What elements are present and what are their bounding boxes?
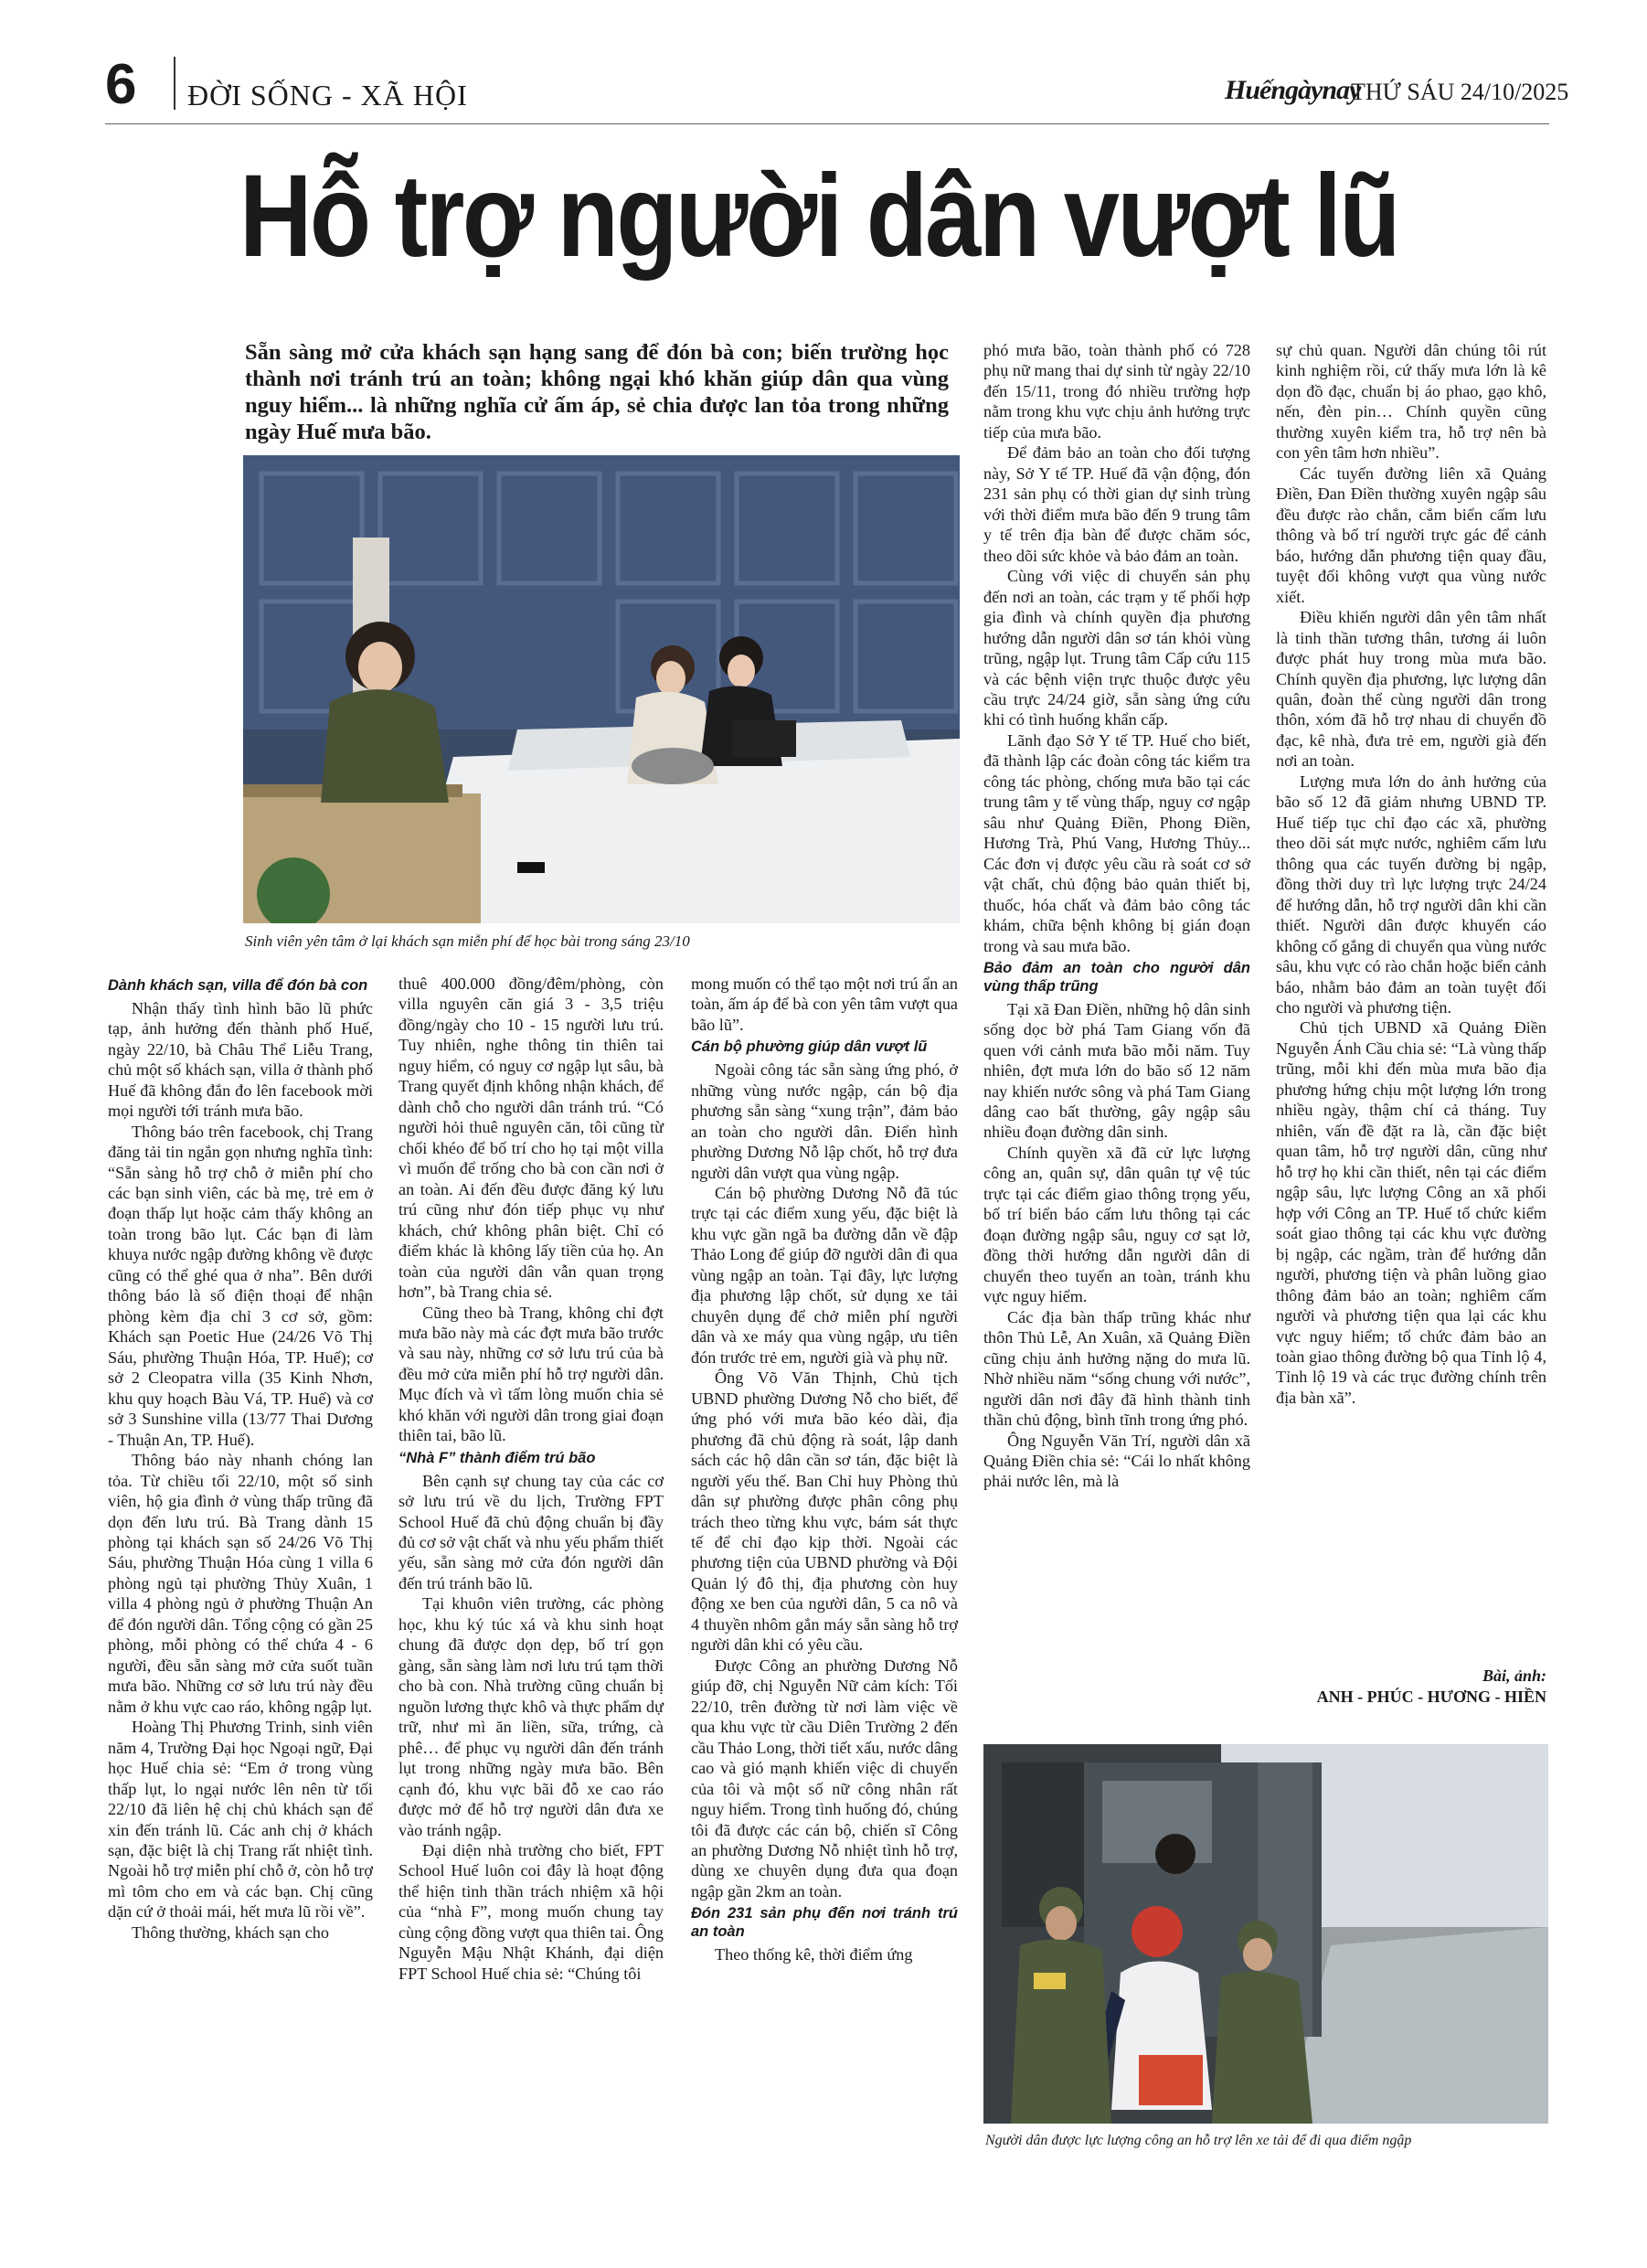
- paragraph: Điều khiến người dân yên tâm nhất là tinh thần tương thân, tương ái luôn được phát huy trong mùa mưa bão. Chính quyền địa phương, lực lượng dân quân, đoàn thể cùng người dân trong thôn, xóm đã hỗ trợ nhau di chuyển đồ đạc, kê nhà, đưa trẻ em, người già đến nơi an toàn.: [1276, 608, 1546, 771]
- article-column-4: [983, 340, 1250, 1492]
- photo1-caption: Sinh viên yên tâm ở lại khách sạn miễn phí để học bài trong sáng 23/10: [245, 932, 690, 950]
- paragraph: Bên cạnh sự chung tay của các cơ sở lưu trú về du lịch, Trường FPT School Huế đã chủ động chuẩn bị đầy đủ cơ sở vật chất và nhu yếu phẩm thiết yếu, sẵn sàng mở cửa đón người dân đến trú tránh bão lũ.: [398, 1471, 664, 1592]
- article-column-2: [398, 974, 664, 1984]
- paragraph: Hoàng Thị Phương Trinh, sinh viên năm 4, Trường Đại học Ngoại ngữ, Đại học Huế chia sẻ: “Em ở trong vùng thấp lụt, lo ngại nước lên nên từ tối 22/10 đã liên hệ chị chủ khách sạn để xin đến tránh lũ. Các anh chị ở khách sạn, đặc biệt là chị Trang rất nhiệt tình. Ngoài hỗ trợ miễn phí chỗ ở, còn hỗ trợ mì tôm cho em và các bạn. Chị cũng dặn cứ ở thoải mái, hết mưa lũ rồi về”.: [108, 1718, 373, 1922]
- paragraph: Tại xã Đan Điền, những hộ dân sinh sống dọc bờ phá Tam Giang vốn đã quen với cảnh mưa bão mỗi năm. Tuy nhiên, đợt mưa lớn do bão số 12 năm nay khiến nước sông và phá Tam Giang dâng cao bất thường, gây ngập sâu nhiều đoạn đường dân sinh.: [983, 999, 1250, 1142]
- photo-police-truck-illustration: [983, 1744, 1548, 2124]
- paragraph: Lãnh đạo Sở Y tế TP. Huế cho biết, đã thành lập các đoàn công tác kiểm tra công tác phòng, chống mưa bão tại các trung tâm y tế vùng thấp, nguy cơ ngập sâu như Quảng Điền, Phong Điền, Hương Trà, Phú Vang, Hương Thủy... Các đơn vị được yêu cầu rà soát cơ sở vật chất, chủ động bảo quản thiết bị, thuốc, hóa chất và đảm bảo công tác khám, chữa bệnh không bị gián đoạn trong và sau mưa bão.: [983, 730, 1250, 955]
- paragraph: phó mưa bão, toàn thành phố có 728 phụ nữ mang thai dự sinh từ ngày 22/10 đến 15/11, trong đó nhiều trường hợp nằm trong khu vực chịu ảnh hưởng trực tiếp của mưa bão.: [983, 341, 1250, 442]
- byline-label: Bài, ảnh:: [1482, 1666, 1546, 1685]
- photo2-caption: Người dân được lực lượng công an hỗ trợ lên xe tải để đi qua điểm ngập: [985, 2133, 1412, 2148]
- page-number: 6: [105, 53, 137, 116]
- publication-logo: Huếngàynay: [1225, 75, 1361, 105]
- paragraph: Ông Nguyễn Văn Trí, người dân xã Quảng Điền chia sẻ: “Cái lo nhất không phải nước lên, mà là: [983, 1431, 1250, 1491]
- byline-names: ANH - PHÚC - HƯƠNG - HIỀN: [1316, 1687, 1546, 1706]
- paragraph: Chủ tịch UBND xã Quảng Điền Nguyễn Ánh Cầu chia sẻ: “Là vùng thấp trũng, mỗi khi đến mùa mưa bão địa phương hứng chịu một lượng lớn trong nhiều ngày, thậm chí cả tháng. Tuy nhiên, vấn đề đặt ra là, cần đặc biệt quan tâm, hỗ trợ người dân, cũng như hỗ trợ họ khi cần thiết, nên tại các điểm ngập sâu, lực lượng Công an xã phối hợp với Công an TP. Huế tổ chức kiểm soát giao thông tại các khu vực đường bị ngập, các ngầm, tràn để hướng dẫn người, phương tiện và phân luồng giao thông đảm bảo an toàn; nghiêm cấm người và phương tiện qua lại các khu vực nguy hiểm; tổ chức đảm bảo an toàn giao thông đường bộ qua Tỉnh lộ 4, Tỉnh lộ 19 và các trục đường chính trên địa bàn xã”.: [1276, 1018, 1546, 1407]
- byline: [1276, 1666, 1546, 1707]
- header-rule: [105, 123, 1549, 124]
- paragraph: thuê 400.000 đồng/đêm/phòng, còn villa nguyên căn giá 3 - 3,5 triệu đồng/ngày cho 10 - 15 người lưu trú. Tuy nhiên, nghe thông tin thiên tai nguy hiểm, có nguy cơ ngập lụt sâu, bà Trang quyết định không nhận khách, để dành chỗ cho người dân tránh trú. “Có người hỏi thuê nguyên căn, tôi cũng từ chối khéo để bố trí cho họ tại một villa vì muốn để trống cho bà con cần nơi ở an toàn. Ai đến đều được đăng ký lưu trú cũng như đón tiếp phục vụ như khách, chứ không phân biệt. Chỉ có điểm khác là không lấy tiền của họ. An toàn của người dân vẫn quan trọng hơn”, bà Trang chia sẻ.: [398, 974, 664, 1302]
- paragraph: Các tuyến đường liên xã Quảng Điền, Đan Điền thường xuyên ngập sâu đều được rào chắn, cắm biển cấm lưu thông và bố trí người trực gác để cảnh báo, hướng dẫn phương tiện quay đầu, tuyệt đối không vượt qua vùng nước xiết.: [1276, 463, 1546, 606]
- paragraph: Cũng theo bà Trang, không chỉ đợt mưa bão này mà các đợt mưa bão trước và sau này, những cơ sở lưu trú của bà đều mở cửa miễn phí hỗ trợ người dân. Mục đích và vì tấm lòng muốn chia sẻ khó khăn với người dân trong giai đoạn thiên tai, bão lũ.: [398, 1303, 664, 1445]
- paragraph: Chính quyền xã đã cử lực lượng công an, quân sự, dân quân tự vệ túc trực tại các điểm giao thông trọng yếu, bố trí biển báo cấm lưu thông tại các đoạn đường ngập sâu, nguy cơ sạt lở, đồng thời hướng dẫn người dân di chuyển theo tuyến an toàn, tránh khu vực nguy hiểm.: [983, 1143, 1250, 1306]
- article-column-5: [1276, 340, 1546, 1408]
- paragraph: Cán bộ phường Dương Nỗ đã túc trực tại các điểm xung yếu, đặc biệt là khu vực gần ngã ba đường dẫn về đập Thảo Long để giúp đỡ người dân đi qua vùng ngập an toàn. Tại đây, lực lượng địa phương lập chốt, sử dụng xe tải chuyên dụng để chở miễn phí người dân và xe máy qua vùng ngập, ưu tiên đón trước trẻ em, người già và phụ nữ.: [691, 1184, 958, 1367]
- article-lede: Sẵn sàng mở cửa khách sạn hạng sang để đón bà con; biến trường học thành nơi tránh trú an toàn; không ngại khó khăn giúp dân qua vùng nguy hiểm... là những nghĩa cử ấm áp, sẻ chia được lan tỏa trong những ngày Huế mưa bão.: [245, 340, 949, 444]
- paragraph: Được Công an phường Dương Nỗ giúp đỡ, chị Nguyễn Nữ cảm kích: Tối 22/10, trên đường từ nơi làm việc về qua khu vực từ cầu Diên Trường 2 đến cầu Thảo Long, thời tiết xấu, nước dâng cao và gió mạnh khiến việc di chuyển của tôi và một số nữ công nhân rất nguy hiểm. Trong tình huống đó, chúng tôi đã được các cán bộ, chiến sĩ Công an phường Dương Nỗ nhiệt tình hỗ trợ, dùng xe chuyên dụng đưa qua đoạn ngập gần 2km an toàn.: [691, 1656, 958, 1901]
- paragraph: Ngoài công tác sẵn sàng ứng phó, ở những vùng nước ngập, cán bộ địa phương sẵn sàng “xung trận”, đảm bảo an toàn cho người dân. Điển hình phường Dương Nỗ lập chốt, hỗ trợ đưa người dân vượt qua vùng ngập.: [691, 1060, 958, 1182]
- section-title: ĐỜI SỐNG - XÃ HỘI: [187, 79, 468, 112]
- paragraph: mong muốn có thể tạo một nơi trú ẩn an toàn, ấm áp để bà con yên tâm vượt qua bão lũ”.: [691, 974, 958, 1034]
- paragraph: Theo thống kê, thời điểm ứng: [715, 1945, 913, 1965]
- paragraph: Cùng với việc di chuyển sản phụ đến nơi an toàn, các trạm y tế phối hợp gia đình và chính quyền địa phương hướng dẫn người dân sơ tán khỏi vùng trũng, ngập lụt. Trung tâm Cấp cứu 115 và các bệnh viện trực thuộc được yêu cầu trực 24/24 giờ, sẵn sàng ứng cứu khi có tình huống khẩn cấp.: [983, 567, 1250, 729]
- photo-students-hotel-illustration: [243, 455, 960, 923]
- paragraph: Ông Võ Văn Thịnh, Chủ tịch UBND phường Dương Nỗ cho biết, để ứng phó với mưa bão kéo dài, địa phương đã chủ động rà soát, lập danh sách các hộ dân cần sơ tán, đặc biệt là người yếu thế. Ban Chỉ huy Phòng thủ dân sự phường được phân công phụ trách theo từng khu vực, bám sát thực tế để chỉ đạo kịp thời. Ngoài các phương tiện của UBND phường và Đội Quản lý đô thị, địa phương còn huy động xe ben của người dân, 5 ca nô và 4 thuyền nhôm gắn máy sẵn sàng hỗ trợ người dân khi có yêu cầu.: [691, 1368, 958, 1655]
- paragraph: Các địa bàn thấp trũng khác như thôn Thủ Lễ, An Xuân, xã Quảng Điền cũng chịu ảnh hưởng nặng do mưa lũ. Nhờ nhiều năm “sống chung với nước”, người dân nơi đây đã hình thành tinh thần chủ động, bình tĩnh trong ứng phó.: [983, 1307, 1250, 1430]
- paragraph: Lượng mưa lớn do ảnh hưởng của bão số 12 đã giảm nhưng UBND TP. Huế tiếp tục chỉ đạo các xã, phường theo dõi sát mực nước, nghiêm cấm lưu thông qua các tuyến đường bị ngập, đồng thời duy trì lực lượng trực 24/24 để hướng dẫn, hỗ trợ người dân khi cần thiết. Người dân được khuyến cáo không cố gắng di chuyển qua vùng nước sâu, khu vực có rào chắn hoặc biển cảnh báo, nhằm bảo đảm an toàn tuyệt đối cho người và phương tiện.: [1276, 772, 1546, 1017]
- paragraph: Để đảm bảo an toàn cho đối tượng này, Sở Y tế TP. Huế đã vận động, đón 231 sản phụ có thời gian dự sinh trùng với thời điểm mưa bão đến 9 trung tâm y tế trên địa bàn để được chăm sóc, theo dõi sức khỏe và bảo đảm an toàn.: [983, 443, 1250, 565]
- subheading-low-lying-safety: Bảo đảm an toàn cho người dân vùng thấp trũng: [983, 960, 1250, 995]
- paragraph: Nhận thấy tình hình bão lũ phức tạp, ảnh hưởng đến thành phố Huế, ngày 22/10, bà Châu Thể Liễu Trang, chủ một số khách sạn, villa ở thành phố Huế đã không đắn đo lên facebook mời mọi người tới tránh mưa bão.: [108, 998, 373, 1121]
- paragraph: Thông báo trên facebook, chị Trang đăng tải tin ngắn gọn nhưng nghĩa tình: “Sẵn sàng hỗ trợ chỗ ở miễn phí cho các bạn sinh viên, các bà mẹ, trẻ em ở đoạn thấp lụt hoặc cảm thấy không an toàn trong bão lụt. Các bạn đi làm khuya nước ngập đường không về được cũng có thể ghé qua ở nha”. Bên dưới thông báo là số điện thoại để nhận phòng kèm địa chỉ 3 cơ sở, gồm: Khách sạn Poetic Hue (24/26 Võ Thị Sáu, phường Thuận Hóa, TP. Huế); cơ sở 2 Cleopatra villa (35 Kinh Nhơn, khu quy hoạch Bàu Vá, TP. Huế) và cơ sở 3 Sunshine villa (13/77 Thai Dương - Thuận An, TP. Huế).: [108, 1122, 373, 1449]
- header-separator: [174, 57, 175, 110]
- issue-date: THỨ SÁU 24/10/2025: [1351, 79, 1569, 105]
- paragraph: sự chủ quan. Người dân chúng tôi rút kinh nghiệm rồi, cứ thấy mưa lớn là kê dọn đồ đạc, chuẩn bị áo phao, gạo khô, nến, đèn pin… Chính quyền cũng thường xuyên kiểm tra, hỗ trợ nên bà con yên tâm hơn nhiều”.: [1276, 341, 1546, 463]
- article-column-3: [691, 974, 958, 1965]
- paragraph: Thông báo này nhanh chóng lan tỏa. Từ chiều tối 22/10, một số sinh viên, hộ gia đình ở vùng thấp trũng đã dọn đến lưu trú. Bà Trang dành 15 phòng tại khách sạn số 24/26 Võ Thị Sáu, phường Thuận Hóa cùng 1 villa 6 phòng ngủ tại phường Thủy Xuân, 1 villa 4 phòng ngủ ở phường Thuận An để đón người dân. Tổng cộng có gần 25 phòng, mỗi phòng có thể chứa 4 - 6 người, đều sẵn sàng mở cửa suốt tuần mưa bão. Những cơ sở lưu trú này đều nằm ở khu vực cao ráo, không ngập lụt.: [108, 1451, 373, 1716]
- paragraph: Tại khuôn viên trường, các phòng học, khu ký túc xá và khu sinh hoạt chung đã được dọn dẹp, bố trí gọn gàng, sẵn sàng làm nơi lưu trú tạm thời cho bà con. Nhà trường cũng chuẩn bị nguồn lương thực khô và thực phẩm dự trữ, như mì ăn liền, sữa, trứng, cà phê… để phục vụ người dân đến tránh lụt trong những ngày mưa bão. Bên cạnh đó, khu vực bãi đỗ xe cao ráo được mở để hỗ trợ người dân đưa xe vào tránh ngập.: [398, 1594, 664, 1839]
- subheading-nha-f: “Nhà F” thành điểm trú bão: [398, 1449, 596, 1466]
- subheading-ward-officials: Cán bộ phường giúp dân vượt lũ: [691, 1038, 928, 1056]
- photo-police-truck: [983, 1744, 1548, 2124]
- paragraph: Thông thường, khách sạn cho: [132, 1922, 329, 1942]
- article-title: Hỗ trợ người dân vượt lũ: [239, 151, 1398, 282]
- paragraph: Đại diện nhà trường cho biết, FPT School Huế luôn coi đây là hoạt động thể hiện tinh thần trách nhiệm xã hội của “nhà F”, mong muốn chung tay cùng cộng đồng vượt qua thiên tai. Ông Nguyễn Mậu Nhật Khánh, đại diện FPT School Huế chia sẻ: “Chúng tôi: [398, 1841, 664, 1983]
- subheading-hotel-villa: Dành khách sạn, villa để đón bà con: [108, 977, 368, 994]
- subheading-pregnant-women: Đón 231 sản phụ đến nơi tránh trú an toàn: [691, 1905, 958, 1941]
- article-column-1: [108, 974, 373, 1943]
- photo-students-hotel: [243, 455, 960, 923]
